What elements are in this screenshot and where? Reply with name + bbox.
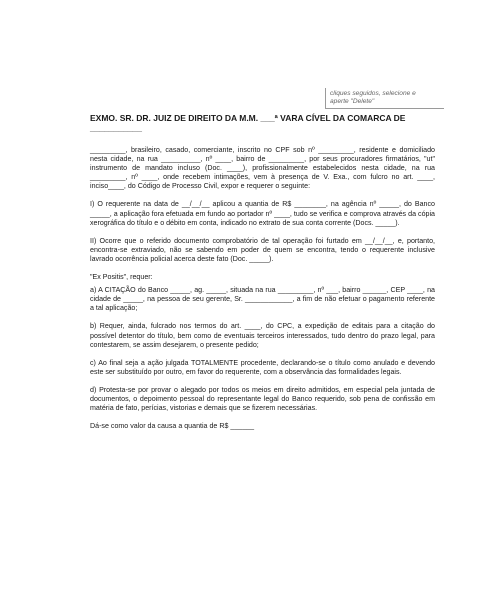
instruction-note: [325, 88, 444, 109]
intro-paragraph: _________, brasileiro, casado, comerciante, inscrito no CPF sob nº _________, residente e domiciliado nesta cidade, na rua __________, nº ____, bairro de _________, por seus procuradores firmatários, "ut" instrumento de mandato incluso (Doc. ____), profissionalmente estabelecidos nesta cidade, na rua _________, nº ____, onde recebem intimações, vem à presença de V. Exa., com fulcro no art. ____, inciso____, do Código de Processo Civil, expor e requerer o seguinte:: [90, 146, 435, 191]
request-a: a) A CITAÇÃO do Banco _____, ag. _____, situada na rua _________, nº ___, bairro ______, CEP ____, na cidade de _____, na pessoa de seu gerente, Sr. ____________, a fim de não efetuar o pagamento referente a tal aplicação;: [90, 286, 435, 313]
paragraph-item-2: II) Ocorre que o referido documento comprobatório de tal operação foi furtado em __/__/__, e, portanto, encontra-se extraviado, não se sabendo em poder de quem se encontra, tendo o requerente inclusive lavrado ocorrência policial acerca deste fato (Doc. _____).: [90, 236, 435, 263]
note-line-2: aperte "Delete": [330, 98, 375, 105]
case-value-line: Dá-se como valor da causa a quantia de R$ ______: [90, 422, 255, 431]
ex-positis-line: "Ex Positis", requer:: [90, 273, 153, 282]
petition-heading: EXMO. SR. DR. JUIZ DE DIREITO DA M.M. ___ª VARA CÍVEL DA COMARCA DE ___________: [90, 113, 406, 133]
request-b: b) Requer, ainda, fulcrado nos termos do art. ____, do CPC, a expedição de editais para a citação do possível detentor do título, bem como de eventuais terceiros interessados, tudo dentro do prazo legal, para contestarem, se assim desejarem, o presente pedido;: [90, 322, 435, 349]
note-line-1: cliques seguidos, selecione e: [330, 90, 416, 97]
request-c: c) Ao final seja a ação julgada TOTALMENTE procedente, declarando-se o título como anulado e devendo este ser substituído por outro, em favor do requerente, com a observância das formalidades legais.: [90, 358, 435, 376]
paragraph-item-1: I) O requerente na data de __/__/__ aplicou a quantia de R$ ________, na agência nº _____, do Banco _____, a aplicação fora efetuada em fundo ao portador nº ____, tudo se verifica e comprova através da cópia xerográfica do título e o débito em conta, indicado no extrato de sua conta corrente (Docs. _____).: [90, 200, 435, 227]
petition-document: [90, 113, 435, 440]
request-d: d) Protesta-se por provar o alegado por todos os meios em direito admitidos, em especial pela juntada de documentos, o depoimento pessoal do representante legal do Banco requerido, sob pena de confissão em matéria de fato, perícias, vistorias e demais que se fizerem necessárias.: [90, 385, 435, 413]
